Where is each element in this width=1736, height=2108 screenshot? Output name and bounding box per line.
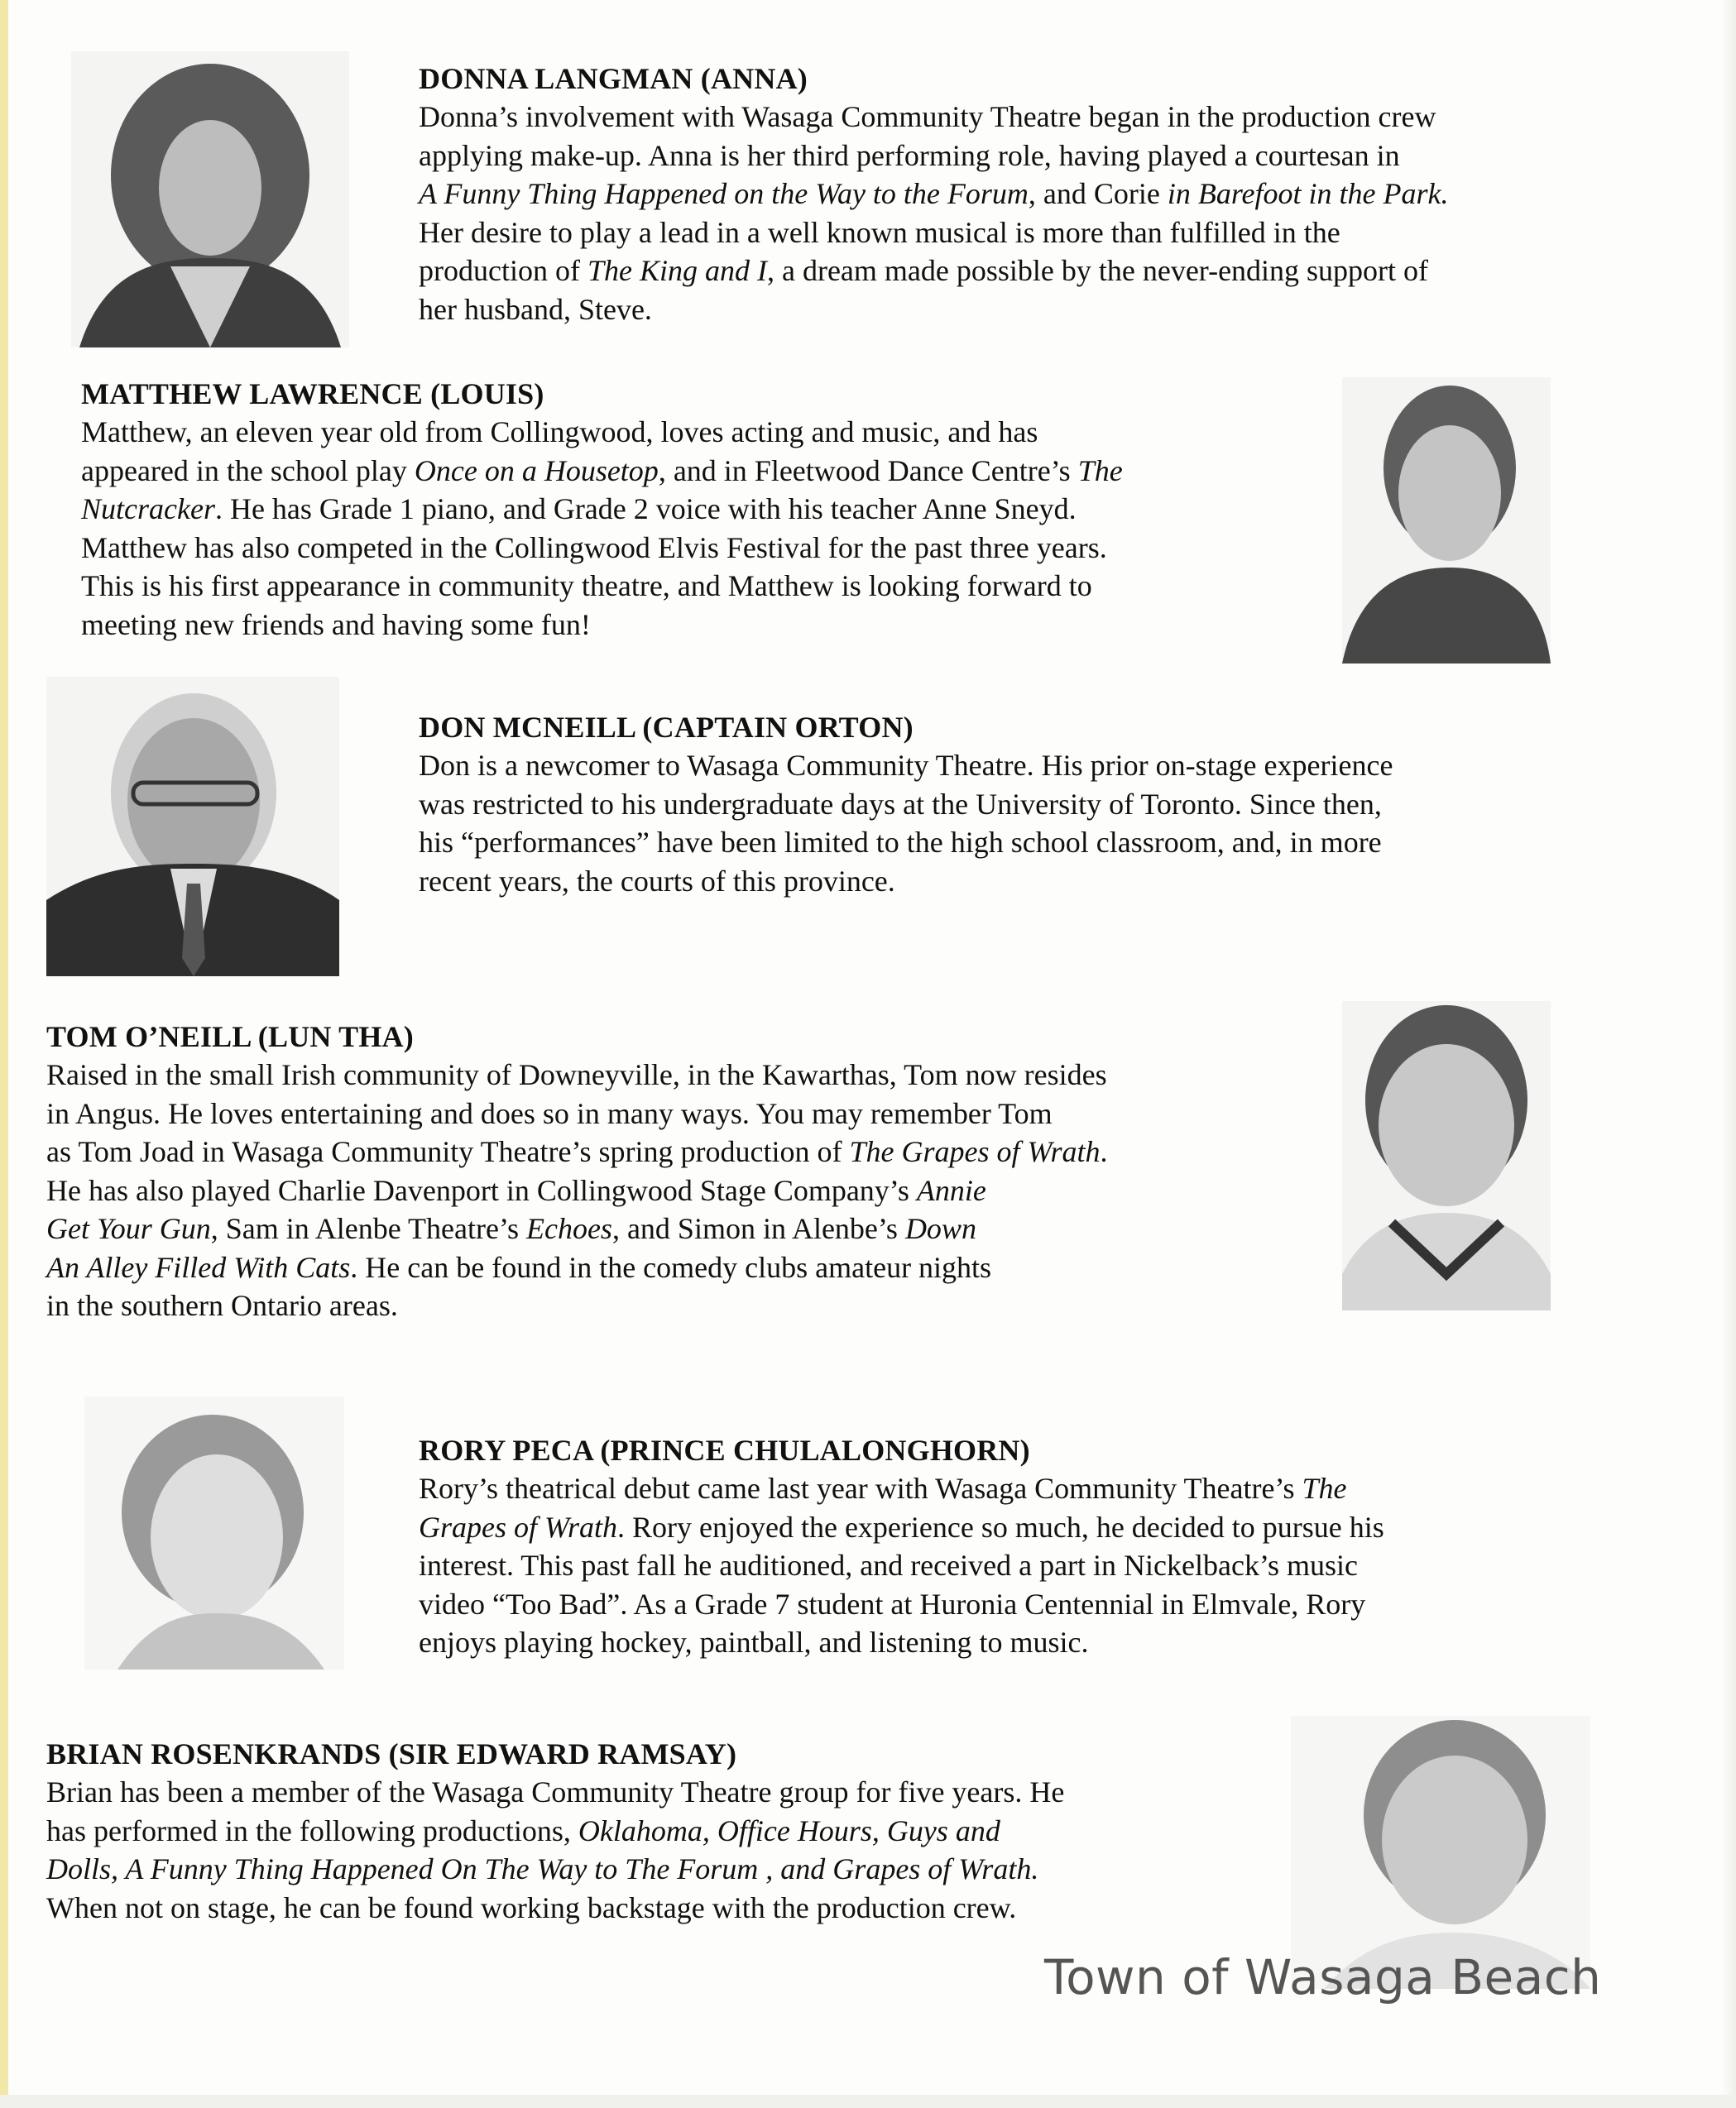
photo-matthew-lawrence <box>1342 377 1551 664</box>
bio-text <box>419 746 1393 900</box>
bio-line <box>46 1171 1107 1210</box>
photo-rory-peca <box>84 1397 344 1670</box>
bio-text-segment: , and in Fleetwood Dance Centre’s <box>658 453 1078 487</box>
bio-text-segment: in Angus. He loves entertaining and does so in many ways. You may remember Tom <box>46 1096 1053 1130</box>
bio-tom-oneill <box>46 1018 1107 1325</box>
bio-text-segment: as Tom Joad in Wasaga Community Theatre’s spring production of <box>46 1135 850 1168</box>
bio-line <box>46 1248 1107 1287</box>
bio-text-segment: When not on stage, he can be found working backstage with the production crew. <box>46 1890 1017 1924</box>
italic-title-text: Nutcracker <box>81 492 215 525</box>
bio-text-segment: interest. This past fall he auditioned, and received a part in Nickelback’s music <box>419 1549 1358 1582</box>
bio-line <box>419 1546 1384 1585</box>
photo-tom-oneill <box>1342 1001 1551 1310</box>
bio-line <box>46 1056 1107 1095</box>
bio-text-segment: meeting new friends and having some fun! <box>81 607 591 641</box>
bio-brian-rosenkrands <box>46 1735 1064 1927</box>
bio-text-segment: Matthew has also competed in the Collingwood Elvis Festival for the past three years. <box>81 530 1107 564</box>
bio-heading: RORY PECA (PRINCE CHULALONGHORN) <box>419 1434 1030 1467</box>
italic-title-text: Oklahoma, Office Hours, Guys and <box>578 1813 1000 1847</box>
italic-title-text: Dolls, A Funny Thing Happened On The Way to The Forum , and Grapes of Wrath. <box>46 1852 1039 1885</box>
italic-title-text: Once on a Housetop <box>414 453 659 487</box>
bio-text-segment: production of <box>419 254 587 287</box>
bio-line <box>46 1889 1064 1928</box>
bio-text-segment: , a dream made possible by the never-ending support of <box>766 254 1429 287</box>
bio-line <box>419 823 1393 862</box>
bio-line <box>81 490 1123 529</box>
italic-title-text: Down <box>904 1212 976 1245</box>
bio-line <box>419 175 1449 213</box>
italic-title-text: The <box>1077 453 1123 487</box>
bio-line <box>419 213 1449 252</box>
bio-don-mcneill <box>419 708 1393 900</box>
bio-text-segment: appeared in the school play <box>81 453 415 487</box>
italic-title-text: A Funny Thing Happened on the Way to the Forum <box>419 177 1029 210</box>
bio-rory-peca <box>419 1431 1384 1662</box>
italic-title-text: Get Your Gun <box>46 1212 211 1245</box>
bio-line <box>81 529 1123 568</box>
bio-text-segment: Matthew, an eleven year old from Collingwood, loves acting and music, and has <box>81 415 1038 448</box>
photo-don-mcneill <box>46 677 339 976</box>
bio-line <box>419 1508 1384 1547</box>
bio-line <box>419 98 1449 137</box>
bio-line <box>419 290 1449 329</box>
italic-title-text: The Grapes of Wrath <box>849 1135 1101 1168</box>
bio-text-segment: was restricted to his undergraduate days at the University of Toronto. Since then, <box>419 787 1382 821</box>
bio-text-segment: , and Corie <box>1028 177 1168 210</box>
bio-text-segment: applying make-up. Anna is her third performing role, having played a courtesan in <box>419 138 1400 172</box>
bio-line <box>81 606 1123 644</box>
bio-text-segment: her husband, Steve. <box>419 292 652 326</box>
bio-text-segment: Donna’s involvement with Wasaga Community Theatre began in the production crew <box>419 100 1436 133</box>
bio-heading: BRIAN ROSENKRANDS (SIR EDWARD RAMSAY) <box>46 1737 737 1770</box>
bio-text-segment: Don is a newcomer to Wasaga Community Theatre. His prior on-stage experience <box>419 749 1393 782</box>
bio-text-segment: , and Simon in Alenbe’s <box>611 1212 905 1245</box>
bio-line <box>419 862 1393 901</box>
bio-heading: TOM O’NEILL (LUN THA) <box>46 1020 414 1053</box>
bio-text-segment: Her desire to play a lead in a well known musical is more than fulfilled in the <box>419 215 1340 249</box>
bio-text-segment: . Rory enjoyed the experience so much, he decided to pursue his <box>617 1510 1384 1544</box>
bio-text-segment: has performed in the following productions, <box>46 1813 578 1847</box>
bio-line <box>46 1095 1107 1133</box>
bio-text-segment: Rory’s theatrical debut came last year with Wasaga Community Theatre’s <box>419 1472 1302 1505</box>
bio-text-segment: recent years, the courts of this province. <box>419 864 895 898</box>
bio-text <box>81 413 1123 644</box>
bio-line <box>419 1623 1384 1662</box>
bio-line <box>81 567 1123 606</box>
bio-donna-langman <box>419 60 1449 328</box>
bio-heading: DONNA LANGMAN (ANNA) <box>419 62 808 95</box>
bio-line <box>46 1133 1107 1171</box>
italic-title-text: The King and I <box>587 254 767 287</box>
bio-text <box>46 1056 1107 1325</box>
bio-line <box>419 1469 1384 1508</box>
paper-edge-right <box>1721 0 1736 2108</box>
bio-heading: MATTHEW LAWRENCE (LOUIS) <box>81 377 544 410</box>
bio-text-segment: enjoys playing hockey, paintball, and listening to music. <box>419 1626 1089 1659</box>
photo-brian-rosenkrands <box>1291 1716 1590 1989</box>
bio-matthew-lawrence <box>81 375 1123 644</box>
bio-text <box>46 1773 1064 1927</box>
bio-text-segment: video “Too Bad”. As a Grade 7 student at Huronia Centennial in Elmvale, Rory <box>419 1587 1366 1621</box>
paper-edge-left <box>0 0 8 2108</box>
bio-line <box>46 1850 1064 1889</box>
bio-line <box>81 413 1123 452</box>
bio-text-segment: Raised in the small Irish community of Downeyville, in the Kawarthas, Tom now resides <box>46 1058 1107 1091</box>
italic-title-text: in Barefoot in the Park. <box>1167 177 1449 210</box>
bio-text-segment: . <box>1100 1135 1108 1168</box>
bio-line <box>46 1773 1064 1812</box>
bio-line <box>419 137 1449 175</box>
bio-line <box>419 252 1449 290</box>
italic-title-text: Echoes <box>525 1212 612 1245</box>
bio-text-segment: , Sam in Alenbe Theatre’s <box>210 1212 526 1245</box>
italic-title-text: An Alley Filled With Cats <box>46 1250 351 1284</box>
bio-line <box>46 1286 1107 1325</box>
bio-text <box>419 1469 1384 1662</box>
italic-title-text: Grapes of Wrath <box>419 1510 618 1544</box>
bio-text <box>419 98 1449 328</box>
bio-heading: DON MCNEILL (CAPTAIN ORTON) <box>419 711 914 744</box>
bio-text-segment: . He can be found in the comedy clubs amateur nights <box>350 1250 992 1284</box>
bio-line <box>419 785 1393 824</box>
bio-line <box>46 1812 1064 1851</box>
bio-line <box>419 1585 1384 1624</box>
bio-line <box>419 746 1393 785</box>
bio-text-segment: his “performances” have been limited to the high school classroom, and, in more <box>419 826 1382 859</box>
italic-title-text: The <box>1302 1472 1347 1505</box>
italic-title-text: Annie <box>916 1173 986 1207</box>
photo-donna-langman <box>71 51 349 347</box>
bio-text-segment: in the southern Ontario areas. <box>46 1289 398 1322</box>
paper-edge-bottom <box>0 2095 1736 2108</box>
bio-text-segment: . He has Grade 1 piano, and Grade 2 voice with his teacher Anne Sneyd. <box>214 492 1077 525</box>
bio-text-segment: He has also played Charlie Davenport in Collingwood Stage Company’s <box>46 1173 917 1207</box>
bio-text-segment: Brian has been a member of the Wasaga Community Theatre group for five years. He <box>46 1775 1065 1809</box>
bio-line <box>81 452 1123 491</box>
bio-line <box>46 1210 1107 1248</box>
watermark-town-of-wasaga-beach: Town of Wasaga Beach <box>1044 1949 1602 2005</box>
bio-text-segment: This is his first appearance in community theatre, and Matthew is looking forward to <box>81 569 1092 602</box>
